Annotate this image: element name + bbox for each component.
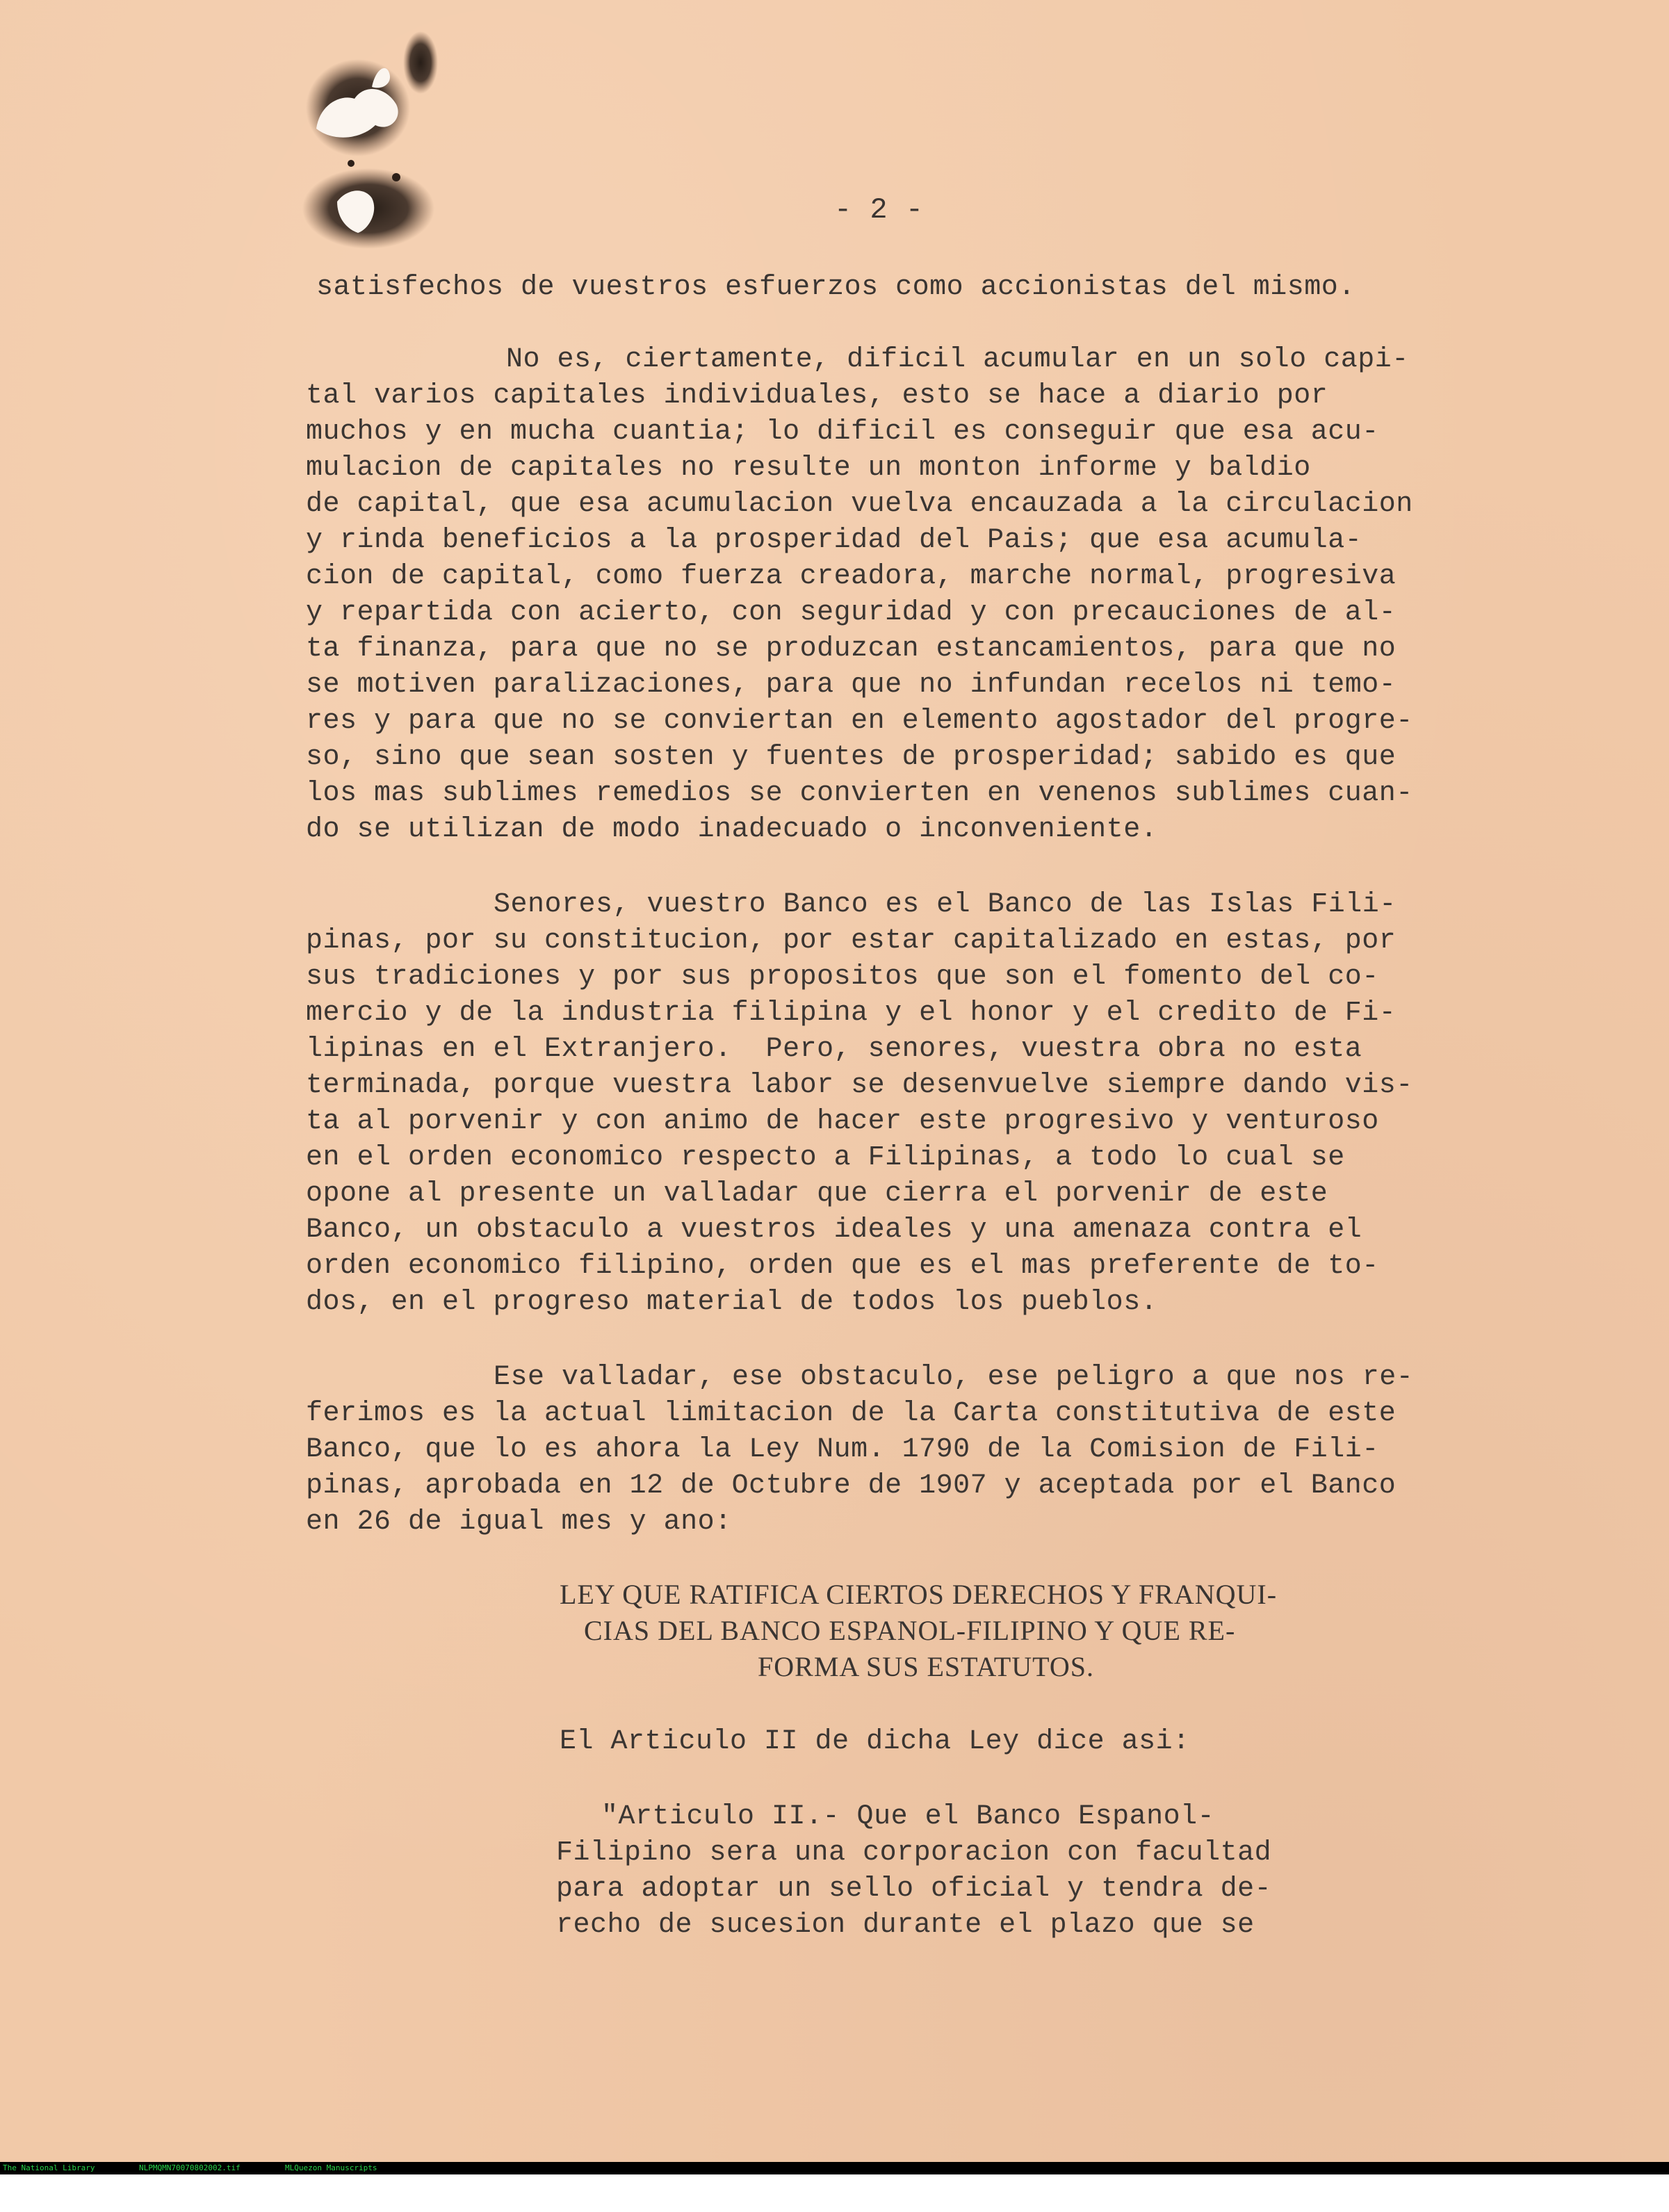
paragraph-1-line: mulacion de capitales no resulte un monton informe y baldio: [306, 453, 1311, 484]
footer-collection: MLQuezon Manuscripts: [285, 2163, 377, 2172]
article-quote-line: "Articulo II.- Que el Banco Espanol-: [601, 1801, 1215, 1832]
paragraph-3-line: ferimos es la actual limitacion de la Carta constitutiva de este: [306, 1398, 1397, 1429]
paragraph-1-line: res y para que no se conviertan en elemento agostador del progre-: [306, 706, 1413, 737]
paragraph-2-line: Banco, un obstaculo a vuestros ideales y una amenaza contra el: [306, 1214, 1362, 1246]
paragraph-1-line: y rinda beneficios a la prosperidad del Pais; que esa acumula-: [306, 525, 1362, 556]
paragraph-2-line: pinas, por su constitucion, por estar capitalizado en estas, por: [306, 925, 1397, 957]
law-title-line: CIAS DEL BANCO ESPANOL-FILIPINO Y QUE RE-: [584, 1615, 1236, 1646]
paragraph-2-line: Senores, vuestro Banco es el Banco de las Islas Fili-: [494, 889, 1397, 920]
burn-damage-mark: [299, 21, 466, 250]
paragraph-2-line: ta al porvenir y con animo de hacer este progresivo y venturoso: [306, 1106, 1379, 1137]
scan-footer-bar: [0, 2162, 1669, 2174]
footer-library: The National Library: [3, 2163, 95, 2172]
law-title-line: LEY QUE RATIFICA CIERTOS DERECHOS Y FRANQUI-: [560, 1579, 1278, 1610]
page-number: - 2 -: [834, 193, 924, 227]
article-quote-line: recho de sucesion durante el plazo que se: [556, 1910, 1255, 1941]
paragraph-1-line: do se utilizan de modo inadecuado o inconveniente.: [306, 814, 1158, 845]
paragraph-1-line: ta finanza, para que no se produzcan estancamientos, para que no: [306, 633, 1397, 665]
paragraph-1-line: se motiven paralizaciones, para que no infundan recelos ni temo-: [306, 669, 1397, 701]
paragraph-2-line: en el orden economico respecto a Filipinas, a todo lo cual se: [306, 1142, 1345, 1173]
paragraph-1-line: de capital, que esa acumulacion vuelva encauzada a la circulacion: [306, 489, 1413, 520]
law-title-line: FORMA SUS ESTATUTOS.: [758, 1651, 1094, 1682]
article-quote-line: Filipino sera una corporacion con facultad: [556, 1837, 1272, 1869]
opening-line: satisfechos de vuestros esfuerzos como accionistas del mismo.: [316, 272, 1355, 303]
paragraph-1-line: No es, ciertamente, dificil acumular en un solo capi-: [506, 344, 1409, 375]
paragraph-1-line: cion de capital, como fuerza creadora, marche normal, progresiva: [306, 561, 1397, 592]
paragraph-2-line: sus tradiciones y por sus propositos que son el fomento del co-: [306, 961, 1379, 993]
paragraph-2-line: dos, en el progreso material de todos los pueblos.: [306, 1287, 1158, 1318]
paragraph-1-line: muchos y en mucha cuantia; lo dificil es conseguir que esa acu-: [306, 416, 1379, 448]
article-quote-line: para adoptar un sello oficial y tendra de-: [556, 1873, 1272, 1905]
paragraph-1-line: y repartida con acierto, con seguridad y con precauciones de al-: [306, 597, 1397, 628]
paragraph-2-line: opone al presente un valladar que cierra el porvenir de este: [306, 1178, 1328, 1210]
footer-filename: NLPMQMN70070802002.tif: [139, 2163, 241, 2172]
paragraph-2-line: orden economico filipino, orden que es el mas preferente de to-: [306, 1251, 1379, 1282]
paragraph-2-line: lipinas en el Extranjero. Pero, senores, vuestra obra no esta: [306, 1034, 1362, 1065]
paragraph-3-line: Ese valladar, ese obstaculo, ese peligro a que nos re-: [494, 1362, 1414, 1393]
paragraph-2-line: terminada, porque vuestra labor se desenvuelve siempre dando vis-: [306, 1070, 1413, 1101]
paragraph-1-line: los mas sublimes remedios se convierten en venenos sublimes cuan-: [306, 778, 1413, 809]
paragraph-1-line: so, sino que sean sosten y fuentes de prosperidad; sabido es que: [306, 742, 1397, 773]
paragraph-2-line: mercio y de la industria filipina y el honor y el credito de Fi-: [306, 998, 1397, 1029]
article-intro: El Articulo II de dicha Ley dice asi:: [560, 1726, 1190, 1757]
paragraph-3-line: pinas, aprobada en 12 de Octubre de 1907 y aceptada por el Banco: [306, 1470, 1397, 1502]
paragraph-3-line: Banco, que lo es ahora la Ley Num. 1790 de la Comision de Fili-: [306, 1434, 1379, 1465]
paragraph-3-line: en 26 de igual mes y ano:: [306, 1506, 732, 1538]
paragraph-1-line: tal varios capitales individuales, esto se hace a diario por: [306, 380, 1328, 412]
